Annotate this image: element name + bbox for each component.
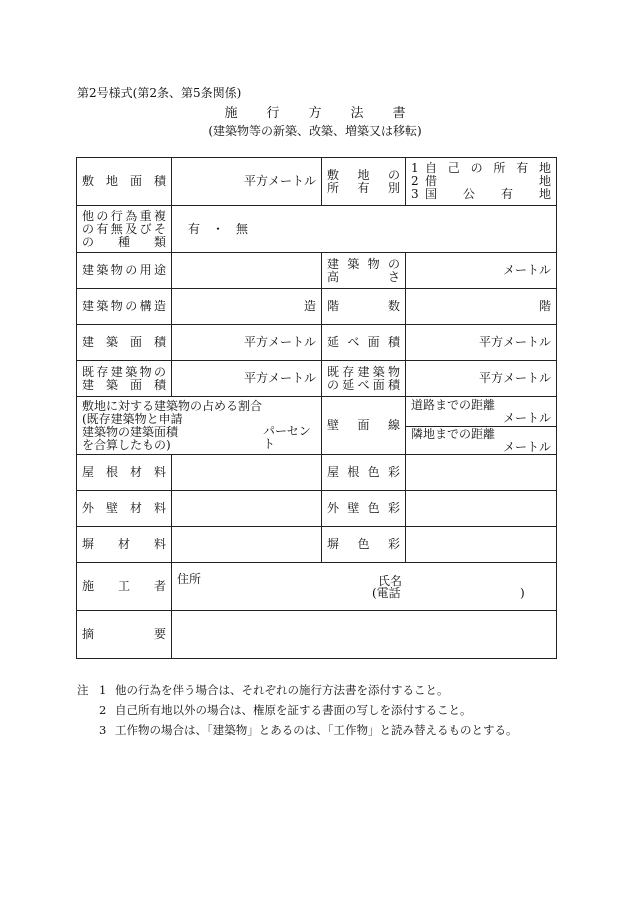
wall-color-field[interactable] — [406, 491, 557, 527]
roof-material-label: 屋根材料 — [77, 455, 172, 491]
structure-field[interactable]: 造 — [172, 289, 322, 325]
row-site-area — [77, 158, 557, 206]
form-number: 第2号様式(第2条、第5条関係) — [77, 86, 242, 100]
phone-close: ) — [520, 586, 525, 600]
building-use-label: 建築物の用途 — [77, 253, 172, 289]
contractor-label: 施工者 — [77, 563, 172, 611]
fence-material-label: 塀材料 — [77, 527, 172, 563]
phone-label: (電話 — [372, 586, 401, 600]
ownership-options[interactable]: 1 自己の所有地 2 借地 3 国公有地 — [406, 158, 557, 206]
row-summary — [77, 611, 557, 659]
other-acts-label: 他の行為重複 の有無及びそ の種類 — [77, 206, 172, 253]
row-roof — [77, 455, 557, 491]
existing-building-area-field[interactable]: 平方メートル — [172, 361, 322, 397]
contractor-field[interactable] — [172, 563, 557, 611]
notes-lead: 注 — [77, 683, 89, 697]
building-use-field[interactable] — [172, 253, 322, 289]
coverage-field[interactable]: 敷地に対する建築物の占める割合 (既存建築物と申請 建築物の建築面積 を合算したもの) パーセント — [77, 397, 322, 455]
summary-label: 摘要 — [77, 611, 172, 659]
site-area-field[interactable]: 平方メートル — [172, 158, 322, 206]
row-fence — [77, 527, 557, 563]
wall-material-label: 外壁材料 — [77, 491, 172, 527]
wall-color-label: 外壁色彩 — [322, 491, 406, 527]
other-acts-field[interactable]: 有 ・ 無 — [172, 206, 557, 253]
address-label: 住所 — [177, 572, 202, 586]
building-height-field[interactable]: メートル — [406, 253, 557, 289]
building-area-label: 建築面積 — [77, 325, 172, 361]
existing-building-area-label: 既存建築物の 建築面積 — [77, 361, 172, 397]
row-structure — [77, 289, 557, 325]
building-height-label: 建築物の 高さ — [322, 253, 406, 289]
name-label: 氏名 — [378, 574, 403, 588]
total-floor-area-field[interactable]: 平方メートル — [406, 325, 557, 361]
note-item: 3 工作物の場合は、「建築物」とあるのは、「工作物」と読み替えるものとする。 — [99, 723, 518, 737]
total-floor-area-label: 延べ面積 — [322, 325, 406, 361]
summary-field[interactable] — [172, 611, 557, 659]
roof-material-field[interactable] — [172, 455, 322, 491]
row-contractor — [77, 563, 557, 611]
note-item: 注 1 他の行為を伴う場合は、それぞれの施行方法書を添付すること。 — [77, 680, 518, 700]
fence-material-field[interactable] — [172, 527, 322, 563]
row-wall — [77, 491, 557, 527]
existing-total-floor-area-label: 既存建築物 の延べ面積 — [322, 361, 406, 397]
row-other-acts — [77, 206, 557, 253]
road-distance-field[interactable]: 道路までの距離 メートル — [406, 397, 557, 427]
coverage-label: 敷地に対する建築物の占める割合 — [82, 399, 263, 413]
building-area-field[interactable]: 平方メートル — [172, 325, 322, 361]
notes — [77, 680, 518, 740]
fence-color-field[interactable] — [406, 527, 557, 563]
floors-label: 階数 — [322, 289, 406, 325]
roof-color-field[interactable] — [406, 455, 557, 491]
percent-unit: パーセント — [263, 424, 311, 451]
ownership-label: 敷地の 所有別 — [322, 158, 406, 206]
note-item: 2 自己所有地以外の場合は、権原を証する書面の写しを添付すること。 — [99, 703, 472, 717]
structure-label: 建築物の構造 — [77, 289, 172, 325]
wall-line-label: 壁面線 — [322, 397, 406, 455]
wall-material-field[interactable] — [172, 491, 322, 527]
floors-field[interactable]: 階 — [406, 289, 557, 325]
row-coverage — [77, 397, 557, 427]
row-building-area — [77, 325, 557, 361]
site-area-label: 敷地面積 — [77, 158, 172, 206]
fence-color-label: 塀色彩 — [322, 527, 406, 563]
row-building-use — [77, 253, 557, 289]
application-form-table — [76, 157, 557, 659]
existing-total-floor-area-field[interactable]: 平方メートル — [406, 361, 557, 397]
page-subtitle: (建築物等の新築、改築、増築又は移転) — [208, 124, 422, 138]
page-title: 施行方法書 — [224, 106, 435, 121]
neighbor-distance-field[interactable]: 隣地までの距離 メートル — [406, 427, 557, 455]
row-existing-area — [77, 361, 557, 397]
roof-color-label: 屋根色彩 — [322, 455, 406, 491]
